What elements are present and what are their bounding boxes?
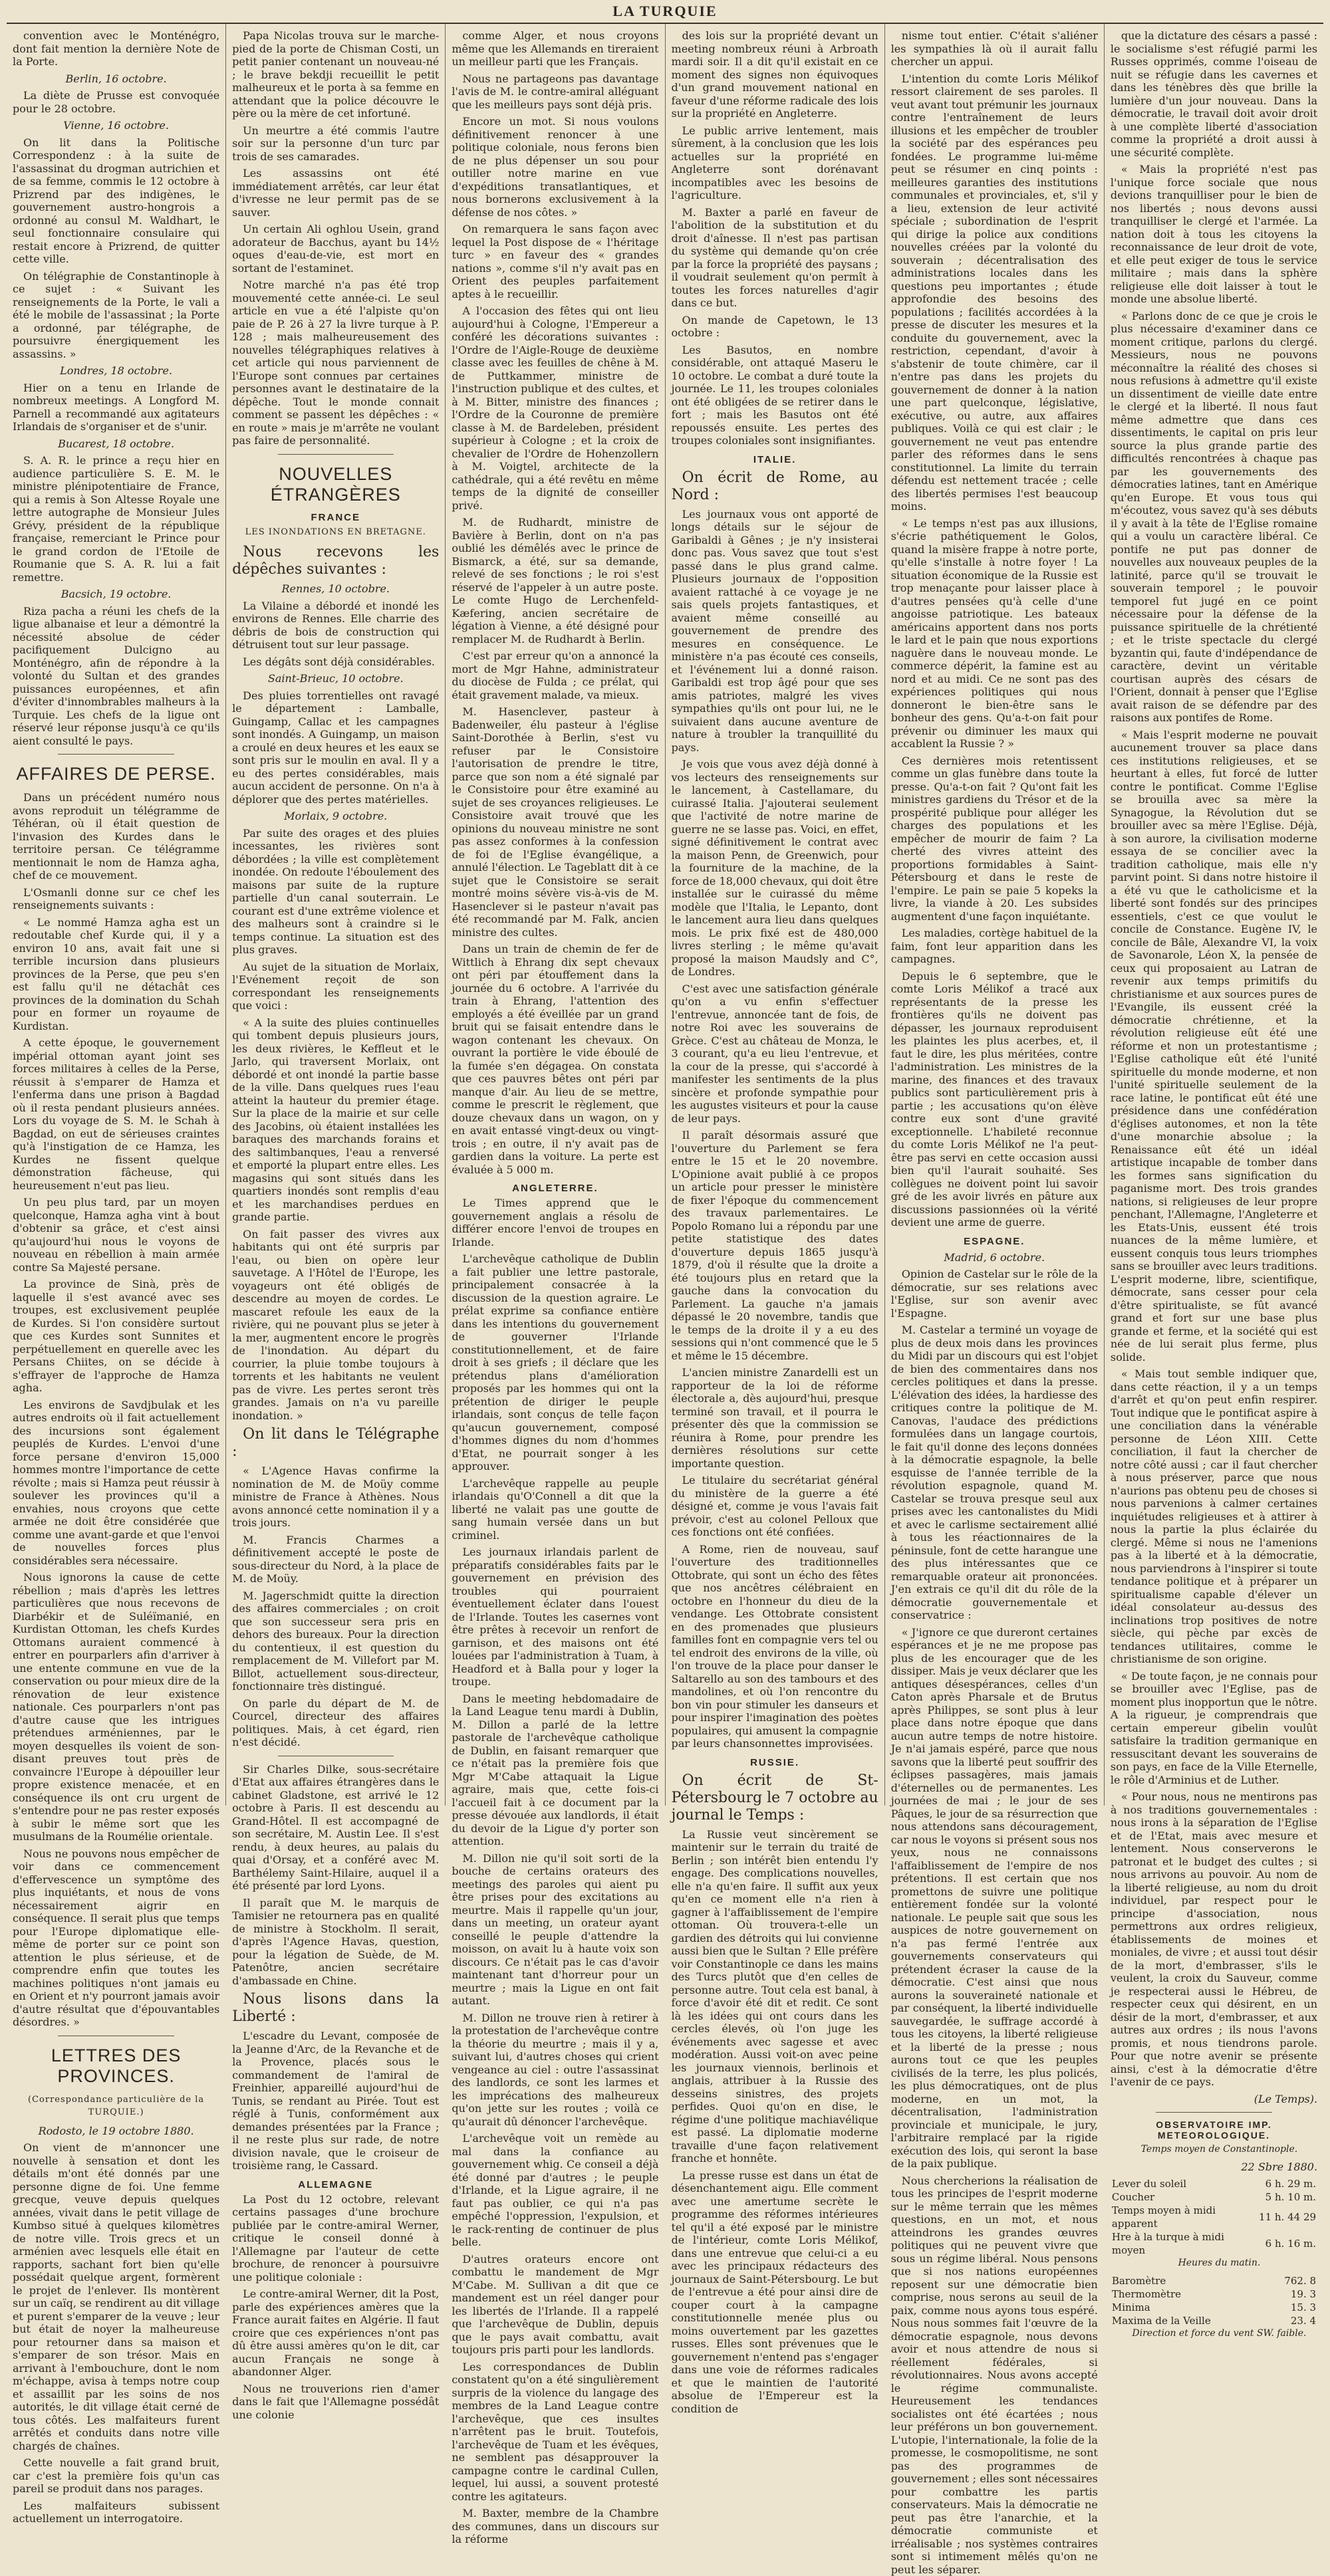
paragraph: C'est avec une satisfaction générale qu'on a vu enfin s'effectuer l'entrevue, annoncée tant de fois, de notre Roi avec les souverains de Grèce. C'est au château de Monza, le 3 courant, qu'a eu lieu l'entrevue, et la cour de la presse, qui s'accordé à manifester les sentiments de la plus sincère et profonde sympathie pour les augustes visiteurs et pour la cause de leur pays. [672, 983, 878, 1125]
paragraph: La Vilaine a débordé et inondé les environs de Rennes. Elle charrie des débris de bois de construction qui détruisent tout sur leur passage. [232, 600, 439, 651]
paragraph: On mande de Capetown, le 13 octobre : [672, 314, 878, 340]
paragraph: Papa Nicolas trouva sur le marche-pied de la porte de Chisman Costi, un petit panier contenant un nouveau-né ; le brave bekdji recueillit le petit malheureux et le porta à sa femme en attendant que la police découvre le père ou la mère de cet infortuné. [232, 29, 439, 120]
paragraph: La diète de Prusse est convoquée pour le 28 octobre. [13, 89, 219, 115]
paragraph: M. Francis Charmes a définitivement accepté le poste de sous-directeur du Nord, à la place de M. de Moüy. [232, 1534, 439, 1585]
paragraph: des lois sur la propriété devant un meeting nombreux réuni à Arbroath mardi soir. Il a dit qu'il existait en ce moment des signes non équivoques d'un grand mouvement national en faveur d'une réforme radicale des lois sur la propriété en Angleterre. [672, 29, 878, 120]
paragraph: La presse russe est dans un état de désenchantement aigu. Elle comment avec une amertume secrète le programme des réformes intérieures tel qu'il a été exposé par le ministre de l'intérieur, comte Loris Mélikof, dans une entrevue que celui-ci a eu avec les principaux rédacteurs des journaux de Saint-Pétersbourg. Le but de l'entrevue a été pour ainsi dire de couper court à la campagne constitutionnelle menée plus ou moins ouvertement par les gazettes russes. Elles sont prévenues que le gouvernement n'entend pas s'engager dans une voie de réformes radicales et que le maintien de l'autorité absolue de l'Empereur est la condition de [672, 2169, 878, 2416]
table-cell-label: Lever du soleil [1111, 2177, 1258, 2190]
paragraph: M. Baxter, membre de la Chambre des communes, dans un discours sur la réforme [452, 2507, 658, 2546]
lead-line: Nous lisons dans la Liberté : [232, 1991, 439, 2026]
paragraph: Les assassins ont été immédiatement arrêtés, car leur état d'ivresse ne leur permit pas de se sauver. [232, 167, 439, 219]
table-cell-label: Hre à la turque à midi moyen [1111, 2230, 1258, 2257]
paragraph: L'ancien ministre Zanardelli est un rapporteur de la loi de réforme électorale a, dès aujourd'hui, presque terminé son travail, et il pourra le présenter dès que la commission se réunira à Rome, pour prendre les dernières résolutions sur cette importante question. [672, 1366, 878, 1470]
paragraph: M. Castelar a terminé un voyage de plus de deux mois dans les provinces du Midi par un discours qui est l'objet de bien des commentaires dans nos cercles politiques et dans la presse. L'élévation des idées, la hardiesse des critiques contre la politique de M. Canovas, l'audace des prédictions formulées dans un langage courtois, le fait qu'il donne des leçons données à la démocratie espagnole, la belle esquisse de l'année terrible de la révolution espagnole, quand M. Castelar se trouva presque seul aux prises avec les cantonalistes du Midi et avec le carlisme sectairement allié à tous les réactionnaires de la péninsule, font de cette harangue une des plus intéressantes que ce remarquable orateur ait prononcées. J'en extrais ce qu'il dit du rôle de la démocratie gouvernementale et conservatrice : [891, 1324, 1098, 1622]
table-cell-value: 6 h. 16 m. [1258, 2230, 1317, 2257]
paragraph: que la dictature des césars a passé : le socialisme s'est réfugié parmi les Russes opprimés, comme l'oiseau de nuit se réfugie dans les cavernes et dans les ténèbres dès que brille la lumière d'un jour nouveau. Dans la démocratie, le travail doit avoir droit à une complète liberté d'association comme la propriété a droit aussi à une sécurité complète. [1111, 29, 1317, 159]
paragraph: « De toute façon, je ne connais pour se brouiller avec l'Eglise, pas de moment plus inopportun que le nôtre. A la rigueur, je comprendrais que certain empereur gibelin voulût satisfaire la tradition germanique en ressuscitant devant les souverains de son pays, en face de la Ville Eternelle, le rôle d'Arminius et de Luther. [1111, 1670, 1317, 1787]
signature: (Le Temps). [1111, 2093, 1317, 2106]
paragraph: Des pluies torrentielles ont ravagé le département : Lamballe, Guingamp, Callac et les campagnes sont inondés. A Guingamp, un maison a croulé en deux heures et les eaux se sont pris sur le moulin en aval. Il y a eu des pertes considérables, mais aucun accident de personne. On n'a à déplorer que des pertes matérielles. [232, 689, 439, 806]
paragraph: « Le temps n'est pas aux illusions, s'écrie pathétiquement le Golos, quand la misère frappe à notre porte, qu'elle s'installe à notre foyer ! La situation économique de la Russie est trop menaçante pour laisser place à d'autres pensées qu'à celle d'une angoisse patriotique. Les bateaux américains apportent dans nos ports le lard et le pain que nous exportions naguère dans le nouveau monde. Le commerce dépérit, la famine est au nord et au midi. Ce ne sont pas des expériences politiques qui nous donneront le bien-être sans le bonheur des gens. Qu'a-t-on fait pour prévenir ou diminuer les maux qui accablent la Russie ? » [891, 517, 1098, 751]
paragraph: M. Baxter a parlé en faveur de l'abolition de la substitution et du droit d'aînesse. Il n'est pas partisan du système qui demande qu'on crée par la force la propriété des paysans ; il voudrait seulement qu'on permît à toutes les forces naturelles d'agir dans ce but. [672, 206, 878, 310]
lead-line: On écrit de Rome, au Nord : [672, 469, 878, 504]
paragraph: M. Jagerschmidt quitte la direction des affaires commerciales ; on croit que son successeur sera pris en dehors des bureaux. Pour la direction du contentieux, il est question du remplacement de M. Villefort par M. Billot, actuellement sous-directeur, fonctionnaire très distingué. [232, 1589, 439, 1693]
paragraph: Les correspondances de Dublin constatent qu'on a été singulièrement surpris de la violence du langage des membres de la Land League contre l'archevêque, que ces insultes n'arrêtent pas le bruit. Toutefois, l'archevêque de Tuam et les évêques, ne semblent pas désapprouver la campagne contre le cardinal Cullen, lequel, lui aussi, a souvent protesté contre les agitateurs. [452, 2361, 658, 2504]
paragraph: « Le nommé Hamza agha est un redoutable chef Kurde qui, il y a environ 10 ans, avait fait une si terrible incursion dans plusieurs provinces de la Perse, que peu s'en est fallu qu'il ne détachât ces provinces de la domination du Schah pour en former un royaume de Kurdistan. [13, 916, 219, 1033]
paragraph: Nous ignorons la cause de cette rébellion ; mais d'après les lettres particulières que nous recevons de Diarbékir et de Suléïmanié, en Kurdistan Ottoman, les chefs Kurdes Ottomans auraient commencé à entrer en pourparlers afin d'arriver à une entente commune en vue de la conservation ou pour mieux dire de la rénovation de leur existence nationale. Ces pourparlers n'ont pas d'autre cause que les intrigues prétendues arméniennes, par le moyen desquelles ils voient de son-disant preuves tout près de convaincre l'Europe à dépouiller leur propre existence menacée, et en conséquence ils ont cru urgent de s'entendre pour ne pas rester exposés à subir le même sort que les musulmans de la Roumélie orientale. [13, 1571, 219, 1843]
paragraph: La province de Sinà, près de laquelle il s'est avancé avec ses troupes, est exclusivement peuplée de Kurdes. Si l'on considère surtout que ces Kurdes sont Sunnites et perpétuellement en querelle avec les Persans Chiites, on se décide à s'effrayer de l'approche de Hamza agha. [13, 1278, 219, 1395]
paragraph: Les maladies, cortège habituel de la faim, font leur apparition dans les campagnes. [891, 927, 1098, 966]
separator [58, 754, 174, 755]
paragraph: On vient de m'annoncer une nouvelle à sensation et dont les détails m'ont été donnés par une personne digne de foi. Une femme grecque, veuve depuis quelques années, vivait dans le petit village de Kumbso situé à quelques kilomètres de notre ville. Trois grecs et un arménien avec lesquels elle était en rapports, sachant fort bien qu'elle possédait quelque argent, formèrent le projet de l'enlever. Ils montèrent sur un caïq, se rendirent au dit village et purent s'emparer de la veuve ; leur but était de noyer la malheureuse pour retourner dans sa maison et s'emparer de son trésor. Mais en arrivant à l'embouchure, dont le nom m'échappe, avisa à temps notre coup et assaillit par les soins de nos autorités, le dit village était cerné de tous côtés. Les malfaiteurs furent arrêtés et conduits dans notre ville chargés de chaînes. [13, 2141, 219, 2452]
observatory-caption: Temps moyen de Constantinople. [1111, 2143, 1317, 2157]
paragraph: Les malfaiteurs subissent actuellement un interrogatoire. [13, 2500, 219, 2525]
section-subtitle: (Correspondance particulière de la TURQUIE.) [13, 2093, 219, 2119]
paragraph: « Mais l'esprit moderne ne pouvait aucunement trouver sa place dans ces institutions religieuses, et se heurtant à elles, fut forcé de lutter contre le pontificat. Comme l'Eglise se brouilla avec sa mère la Synagogue, la Révolution dut se brouiller avec sa mère l'Eglise. Déjà, à son aurore, la civilisation moderne essaya de se concilier avec la tradition catholique, mais elle n'y parvint point. Si dans notre histoire il a été vu que le catholicisme et la liberté sont fondés sur des principes essentiels, c'est ce que voulut le concile de Constance. Eugène IV, le concile de Bâle, Alexandre VI, la voix de Savonarole, Léon X, la pensée de ceux qui proposaient au Latran de revenir aux temps primitifs du christianisme et aux sources pures de l'Evangile, ils eussent créé la démocratie chrétienne, et la révolution religieuse eût été une réforme et non un protestantisme ; l'Eglise catholique eût été l'unité spirituelle du monde moderne, et non l'unité spirituelle seulement de la race latine, le pontificat eût été une présidence dans une confédération d'églises autonomes, et non la tête d'une monarchie absolue ; la Renaissance eût été un idéal artistique incapable de tomber dans les formes sans signification du paganisme mort. Des trois grandes nations, si religieuses de leur propre penchant, l'Allemagne, l'Angleterre et les Etats-Unis, eussent été trois nuances de la même lumière, et eussent conquis tous leurs triomphes sans se brouiller avec leurs traditions. L'esprit moderne, libre, scientifique, démocrate, sans cesser pour cela d'être spiritualiste, se fût avancé grand et fort sur une base plus grande et ferme, et la société qui est née de lui serait plus ferme, plus solide. [1111, 729, 1317, 1364]
column-2 [226, 24, 446, 1806]
dateline: Bucarest, 18 octobre. [13, 437, 219, 451]
paragraph: convention avec le Monténégro, dont fait mention la dernière Note de la Porte. [13, 29, 219, 68]
paragraph: M. de Rudhardt, ministre de Bavière à Berlin, dont on n'a pas oublié les démêlés avec le prince de Bismarck, a été, sur sa demande, relevé de ses fonctions ; le roi s'est réservé de l'appeler à un autre poste. Le comte Hugo de Lerchenfeld-Kæfering, ancien secrétaire de légation à Vienne, a été désigné pour remplacer M. de Rudhardt à Berlin. [452, 516, 658, 645]
dateline: Bacsich, 19 octobre. [13, 588, 219, 601]
paragraph: On télégraphie de Constantinople à ce sujet : « Suivant les renseignements de la Porte, le vali a été le mobile de l'assassinat ; la Porte a ordonné, par télégraphe, de poursuivre énergiquement les assassins. » [13, 270, 219, 361]
section-subtitle: LES INONDATIONS EN BRETAGNE. [232, 526, 439, 539]
paragraph: Un meurtre a été commis l'autre soir sur la personne d'un turc par trois de ses camarades. [232, 124, 439, 164]
paragraph: M. Hasenclever, pasteur à Badenweiler, élu pasteur à l'église Saint-Dorothée à Berlin, s'est vu refuser par le Consistoire l'autorisation de prendre le titre, parce que son nom a été signalé par le Consistoire pour être examiné au sujet de ses croyances religieuses. Le Consistoire avait trouvé que les opinions du nouveau ministre ne sont pas assez conformes à la confession de foi de l'Eglise évangélique, a annulé l'élection. Le Tageblatt dit à ce sujet que le Consistoire se serait montré moins sévère vis-à-vis de M. Hasenclever si le pasteur n'avait pas été recommandé par M. Falk, ancien ministre des cultes. [452, 705, 658, 939]
paragraph: Sir Charles Dilke, sous-secrétaire d'Etat aux affaires étrangères dans le cabinet Gladstone, est arrivé le 12 octobre à Paris. Il est descendu au Grand-Hôtel. Il est accompagné de son secrétaire, M. Austin Lee. Il s'est rendu, à deux heures, au palais du quai d'Orsay, et a conféré avec M. Barthélemy Saint-Hilaire, auquel il a été présenté par lord Lyons. [232, 1763, 439, 1893]
paragraph: « Parlons donc de ce que je crois le plus nécessaire d'examiner dans ce moment critique, parlons du clergé. Messieurs, nous ne pouvons méconnaître la réalité des choses si nous refusions à admettre qu'il existe un dissentiment de vieille date entre le clergé et la liberté. Il nous faut même admettre que dans ces dissentiments, le capital on pris leur source la plus grande partie des difficultés rencontrées à chaque pas par les gouvernements des démocraties latines, tant en Amérique qu'en Europe. Et vous tous qui m'écoutez, vous savez qu'à ses débuts il y avait à la tête de l'Eglise romaine qui a voulu un caractère libéral. Ce pontife ne put pas donner de nouvelles aux nouveaux peuples de la latinité, parce qu'il se trouvait le souverain temporel ; le pouvoir temporel fut jugé en ce point nécessaire pour la défense de la puissance spirituelle de la chrétienté ; et le triste spectacle du clergé byzantin qui, faute d'indépendance de caractère, devint un véritable courtisan auprès des césars de l'Orient, donnait à penser que l'Eglise avait raison de se défendre par des raisons aux pontifes de Rome. [1111, 310, 1317, 725]
paragraph: Depuis le 6 septembre, que le comte Loris Mélikof a tracé aux représentants de la presse les frontières qu'ils ne doivent pas dépasser, les journaux reproduisent les plaintes les plus acerbes, et, il faut le dire, les plus méritées, contre l'administration. Les ministres de la marine, des finances et des travaux publics sont particulièrement pris à partie ; les accusations qu'on élève contre eux sont d'une gravité exceptionnelle. L'habileté reconnue du comte Loris Mélikof ne l'a peut-être pas servi en cette occasion aussi bien qu'il l'aurait souhaité. Ses collègues ne doivent point lui savoir gré de les avoir livrés en pâture aux discussions passionnées où la vérité devient une arme de guerre. [891, 970, 1098, 1229]
country-heading-france: FRANCE [232, 512, 439, 523]
paragraph: « Mais tout semble indiquer que, dans cette réaction, il y a un temps d'arrêt et qu'on peut enfin respirer. Tout indique que le pontificat aspire à une conciliation dans la vénérable personne de Léon XIII. Cette conciliation, il faut la chercher de notre côté aussi ; car il faut chercher à nous préserver, parce que nous n'aurions pas obtenu peu de choses si nous parvenions à calmer certaines inquiétudes religieuses et à attirer à nous la partie la plus éclairée du clergé. Même si nous ne l'amenions pas à la liberté et à la démocratie, nous parviendrons à l'inspirer si toute tendance politique et à préparer un spiritualisme capable d'élever un idéal consolateur au-dessus des inclinations trop positives de notre siècle, qui pèche par excès de tendances utilitaires, comme le christianisme de son origine. [1111, 1367, 1317, 1666]
table-row [1111, 2177, 1317, 2190]
section-heading-lettres: LETTRES DES PROVINCES. [13, 2046, 219, 2087]
lead-line: Nous recevons les dépêches suivantes : [232, 544, 439, 578]
paragraph: Il paraît désormais assuré que l'ouverture du Parlement se fera entre le 15 et le 20 novembre. L'Opinione avait publié à ce propos un article pour presser le ministère de fixer l'époque du commencement des travaux parlementaires. Le Popolo Romano lui a répondu par une petite statistique des dates d'ouverture depuis 1865 jusqu'à 1879, d'où il résulte que la droite a été toujours plus en retard que la gauche dans la convocation du Parlement. La gauche n'a jamais dépassé le 20 novembre, tandis que le temps de la droite il y a eu des sessions qui n'ont commencé que le 5 et même le 15 décembre. [672, 1129, 878, 1362]
paragraph: Il paraît que M. le marquis de Tamisier ne retournera pas en qualité de ministre à Stockholm. Il serait, d'après l'Agence Havas, question, pour la légation de Suède, de M. Patenôtre, ancien secrétaire d'ambassade en Chine. [232, 1897, 439, 1988]
paragraph: L'archevêque catholique de Dublin a fait publier une lettre pastorale, principalement consacrée à la discussion de la question agraire. Le prélat exprime sa confiance entière dans les intentions du gouvernement de gouverner l'Irlande constitutionnellement, et de faire droit à ses griefs ; il déclare que les prétendus plans d'amélioration proposés par les hommes qui ont la prétention de diriger le peuple irlandais, sont conçus de telle façon qu'aucun gouvernement, composé d'hommes dignes du nom d'hommes d'Etat, ne pourrait songer à les approuver. [452, 1252, 658, 1473]
paragraph: « L'Agence Havas confirme la nomination de M. de Moüy comme ministre de France à Athènes. Nous avons annoncé cette nomination il y a trois jours. [232, 1464, 439, 1530]
paragraph: Le public arrive lentement, mais sûrement, à la conclusion que les lois actuelles sur la propriété en Angleterre sont dorénavant incompatibles avec les besoins de l'agriculture. [672, 124, 878, 202]
paragraph: Les Basutos, en nombre considérable, ont attaqué Maseru le 10 octobre. Le combat a duré toute la journée. Le 11, les troupes coloniales ont été obligées de se retirer dans le fort ; mais les Basutos ont été repoussés ensuite. Les pertes des troupes coloniales sont insignifiantes. [672, 344, 878, 447]
paragraph: « Mais la propriété n'est pas l'unique force sociale que nous devions tranquilliser pour le bien de nos libertés ; nous devons aussi tranquilliser le clergé et l'armée. La nation doit à tous les citoyens la reconnaissance de leur droit de vote, et elle peut exiger de tous le service militaire ; mais dans la sphère religieuse elle doit laisser à tout le monde une absolue liberté. [1111, 163, 1317, 306]
table-cell-label: Thermomètre [1111, 2287, 1265, 2301]
table-cell-value: 23. 4 [1265, 2314, 1317, 2327]
paragraph: Les dégâts sont déjà considérables. [232, 655, 439, 669]
paragraph: A cette époque, le gouvernement impérial ottoman ayant joint ses forces militaires à celles de la Perse, réussit à s'emparer de Hamza et l'enferma dans une prison à Bagdad où il resta pendant plusieurs années. Lors du voyage de S. M. le Schah à Bagdad, on eut de sérieuses craintes qu'à l'instigation de ce Hamza, les Kurdes ne fissent quelque démonstration fâcheuse, qui heureusement n'eut pas lieu. [13, 1036, 219, 1192]
dateline: Vienne, 16 octobre. [13, 119, 219, 132]
paragraph: Les environs de Savdjbulak et les autres endroits où il fait actuellement des incursions sont également peuplés de Kurdes. L'envoi d'une force persane d'environ 15,000 hommes montre l'importance de cette révolte ; mais si Hamza peut réussir à soulever les provinces qu'il a envahies, nous croyons que cette armée ne doit être considérée que comme une avant-garde et que l'envoi de nouvelles forces plus considérables sera nécessaire. [13, 1399, 219, 1568]
paragraph: Ces dernières mois retentissent comme un glas funèbre dans toute la presse. Qu'a-t-on fait ? Qu'ont fait les ministres gardiens du Trésor et de la prospérité publique pour alléger les charges des populations et les empêcher de mourir de faim ? La cherté des vivres atteint des proportions formidables à Saint-Pétersbourg et dans le reste de l'empire. Le pain se paie 5 kopeks la livre, la viande à 20. Les subsides augmentent d'une façon inquiétante. [891, 755, 1098, 923]
lead-line: On lit dans le Télégraphe : [232, 1426, 439, 1461]
paragraph: Au sujet de la situation de Morlaix, l'Evénement reçoit de son correspondant les renseignements que voici : [232, 961, 439, 1012]
paragraph: L'archevêque rappelle au peuple irlandais qu'O'Connell a dit que la liberté ne valait pas une goutte de sang humain versée dans un but criminel. [452, 1477, 658, 1542]
columns [7, 24, 1323, 1806]
paragraph: Nous ne pouvons nous empêcher de voir dans ce commencement d'effervescence un symptôme des plus inquiétants, et nous de vons nécessairement aigrir en conséquence. Il serait plus que temps pour l'Europe diplomatique elle-même de porter sur ce point son attention le plus sérieuse, et de comprendre enfin que toutes les machines politiques n'ont jamais eu en Orient et n'y pourront jamais avoir d'autre résultat que d'épouvantables désordres. » [13, 1847, 219, 2029]
column-6 [1105, 24, 1323, 1806]
weather-observatory [1111, 2119, 1317, 2340]
observatory-table-readings [1111, 2274, 1317, 2327]
table-cell-value: 19. 3 [1265, 2287, 1317, 2301]
paragraph: C'est par erreur qu'on a annoncé la mort de Mgr Hahne, administrateur du diocèse de Fulda ; ce prélat, qui était gravement malade, va mieux. [452, 649, 658, 701]
table-cell-label: Baromètre [1111, 2274, 1265, 2287]
table-cell-label: Temps moyen à midi apparent [1111, 2204, 1258, 2230]
paragraph: Le titulaire du secrétariat général du ministère de la guerre a été désigné et, comme je vous l'avais fait prévoir, c'est au colonel Pelloux que ces fonctions ont été confiées. [672, 1474, 878, 1539]
newspaper-title: LA TURQUIE [612, 3, 717, 20]
paragraph: Le Times apprend que le gouvernement anglais a résolu de différer encore l'envoi de troupes en Irlande. [452, 1197, 658, 1248]
paragraph: D'autres orateurs encore ont combattu le mandement de Mgr M'Cabe. M. Sullivan a dit que ce mandement est un réel danger pour les libertés de l'Irlande. Il a rappelé que l'archevêque de Dublin, depuis que le pays avait combattu, avait toujours pris parti pour les landlords. [452, 2253, 658, 2357]
country-heading-russie: RUSSIE. [672, 1757, 878, 1768]
dateline: Berlin, 16 octobre. [13, 72, 219, 86]
paragraph: Les journaux vous ont apporté de longs détails sur le séjour de Garibaldi à Gênes ; je n'y insisterai donc pas. Vous savez que tout s'est passé dans le plus grand calme. Plusieurs journaux de l'opposition avaient rattaché à ce voyage je ne sais quels projets fantastiques, et avaient même conseillé au gouvernement de prendre des mesures en conséquence. Le ministère n'a pas écouté ces conseils, et l'événement lui a donné raison. Garibaldi est trop âgé pour que ses amis patriotes, malgré les vives sympathies qu'ils ont pour lui, ne le suivaient dans aucune aventure de nature à troubler la tranquillité du pays. [672, 508, 878, 755]
paragraph: Le contre-amiral Werner, dit la Post, parle des expériences amères que la France aurait faites en Algérie. Il faut croire que ces expériences n'ont pas dû être aussi amères qu'on le dit, car aucun Français ne songe à abandonner Alger. [232, 2287, 439, 2379]
dateline: Madrid, 6 octobre. [891, 1251, 1098, 1264]
table-row [1111, 2274, 1317, 2287]
paragraph: Un peu plus tard, par un moyen quelconque, Hamza agha vint à bout d'obtenir sa grâce, et c'est ainsi qu'aujourd'hui nous le voyons de nouveau en rébellion à main armée contre Sa Majesté persane. [13, 1196, 219, 1274]
paragraph: L'intention du comte Loris Mélikof ressort clairement de ses paroles. Il veut avant tout prémunir les journaux contre l'entraînement de leurs illusions et les empêcher de troubler la société par des espérances peu fondées. Le programme lui-même peut se résumer en cinq points : meilleures garanties des institutions communales et provinciales, et, s'il y a lieu, extension de leur activité spéciale ; subordination de l'esprit qui dirige la police aux conditions nouvelles créées par la volonté du souverain ; décentralisation des administrations locales dans les questions peu importantes ; étude approfondie des besoins des populations ; facilités accordées à la presse de discuter les mesures et la conduite du gouvernement, avec la restriction, cependant, d'avoir à s'abstenir de toute chimère, car il n'entre pas dans les projets du gouvernement de donner à la nation une part quelconque, législative, exécutive, ou autre, aux affaires publiques. Voilà ce qui est clair ; le gouvernement ne veut pas entendre parler des réformes dans le sens constitutionnel. La limite du terrain défendu est nettement tracée ; celle des libertés permises l'est beaucoup moins. [891, 72, 1098, 513]
paragraph: comme Alger, et nous croyons même que les Allemands en tireraient un meilleur parti que les Français. [452, 29, 658, 68]
section-heading-perse: AFFAIRES DE PERSE. [13, 764, 219, 784]
table-cell-value: 5 h. 10 m. [1258, 2190, 1317, 2204]
column-3 [446, 24, 665, 1806]
table-row [1111, 2314, 1317, 2327]
paragraph: L'Osmanli donne sur ce chef les renseignements suivants : [13, 886, 219, 912]
table-cell-label: Maxima de la Veille [1111, 2314, 1265, 2327]
column-5 [885, 24, 1105, 1806]
country-heading-espagne: ESPAGNE. [891, 1236, 1098, 1247]
paragraph: Riza pacha a réuni les chefs de la ligue albanaise et leur a démontré la nécessité absolue de céder pacifiquement Dulcigno au Monténégro, afin de répondre à la volonté du Sultan et des grandes puissances européennes, et afin d'éviter d'innombrables malheurs à la Turquie. Les chefs de la ligue ont réservé leur réponse jusqu'à ce qu'ils aient consulté le pays. [13, 605, 219, 748]
paragraph: Notre marché n'a pas été trop mouvementé cette année-ci. Le seul article en vue a été l'alpiste qu'on paie de P. 26 à 27 la livre turque à P. 128 ; mais malheureusement des nouvelles télégraphiques relatives à cet article qui nous parviennent de l'Europe sont connues par certaines personnes avant le destinataire de la dépêche. Tout le monde connait comment se passent les dépêches : « en route » mais je m'arrête ne voulant pas faire de personnalité. [232, 279, 439, 447]
separator [1156, 2112, 1271, 2113]
paragraph: La Russie veut sincèrement se maintenir sur le terrain du traité de Berlin ; son intérêt bien entendu l'y engage. Des complications nouvelles, elle n'a qu'en faire. Il suffit aux yeux qu'en ce moment elle n'a rien à gagner à l'affaiblissement de l'empire ottoman. Où trouvera-t-elle un gardien des détroits qui lui convienne aussi bien que le Sultan ? Elle préfère voir Constantinople ce dans les mains des Turcs plutôt que d'en celles de personne autre. Tout cela est banal, à force d'avoir été dit et redit. Ce sont là les idées qui ont cours dans les cercles élevés, où l'on juge les événements avec sagesse et avec modération. Aussi voit-on avec peine les journaux viennois, berlinois et anglais, attribuer à la Russie des desseins sinistres, des projets perfides. Quoi qu'on en dise, le régime d'une politique machiavélique est passé. La diplomatie moderne travaille d'une façon relativement franche et honnête. [672, 1828, 878, 2165]
paragraph: Nous chercherions la réalisation de tous les principes de l'esprit moderne sur le même terrain que les mêmes questions, en un mot, et nous atteindrons les grandes œuvres politiques qui ne peuvent vivre que sous un régime libéral. Nous pensons que si nos nations européennes reposent sur une démocratie bien comprise, nous serons au seuil de la paix, comme nous ayons tous espéré. Nous nous sommes fait l'œuvre de la démocratie espagnole, nous devons avoir et nous attendre de nous si réellement fédérales, si révolutionnaires. Nous avons accepté le régime communaliste. Heureusement les tendances socialistes ont été écartées ; nous leur préférons un bon gouvernement. L'utopie, l'internationale, la folie de la promesse, le cosmopolitisme, ne sont pas des programmes de gouvernement ; elles sont nécessaires pour combattre les partis conservateurs. Mais la démocratie ne peut pas être l'anarchie, et la démocratie communiste et irréalisable ; nos systèmes contraires sont si intimement mêlés qu'on ne peut les séparer. [891, 2174, 1098, 2576]
paragraph: Hier on a tenu en Irlande de nombreux meetings. A Longford M. Parnell a recommandé aux agitateurs Irlandais de s'organiser et de s'unir. [13, 382, 219, 433]
country-heading-italie: ITALIE. [672, 454, 878, 465]
table-cell-label: Minima [1111, 2301, 1265, 2314]
paragraph: nisme tout entier. C'était s'aliéner les sympathies là où il aurait fallu chercher un appui. [891, 29, 1098, 68]
paragraph: On fait passer des vivres aux habitants qui ont été surpris par l'eau, ou bien on opère leur sauvetage. A l'Hôtel de l'Europe, les voyageurs ont été obligés de descendre au moyen de cordes. Le mascaret refoule les eaux de la rivière, qui ne pouvant plus se jeter à la mer, augmentent encore le progrès de l'inondation. Au départ du courrier, la pluie tombe toujours à torrents et les habitants ne veulent pas de vivre. Les pertes seront très grandes. Jamais on n'a vu pareille inondation. » [232, 1228, 439, 1423]
paragraph: S. A. R. le prince a reçu hier en audience particulière S. E. M. le ministre plénipotentiaire de France, qui a remis à Son Altesse Royale une lettre autographe de Monsieur Jules Grévy, président de la république française, remerciant le Prince pour le grand cordon de l'Etoile de Roumanie que S. A. R. lui a fait remettre. [13, 454, 219, 584]
country-heading-angleterre: ANGLETERRE. [452, 1183, 658, 1194]
observatory-table-sun [1111, 2177, 1317, 2257]
dateline: Rodosto, le 19 octobre 1880. [13, 2125, 219, 2138]
table-cell-value: 762. 8 [1265, 2274, 1317, 2287]
table-row [1111, 2204, 1317, 2230]
paragraph: Dans un précédent numéro nous avons reproduit un télégramme de Téhéran, où il était question de l'invasion des Kurdes dans le territoire persan. Ce télégramme mentionnait le nom de Hamza agha, chef de ce mouvement. [13, 791, 219, 882]
paragraph: Un certain Ali oghlou Usein, grand adorateur de Bacchus, ayant bu 14½ oques d'eau-de-vie, est mort en sortant de l'estaminet. [232, 223, 439, 275]
paragraph: Dans un train de chemin de fer de Wittlich à Ehrang dix sept chevaux ont péri par étouffement dans la journée du 6 octobre. A l'arrivée du train à Ehrang, l'attention des employés a été éveillée par un grand bruit qui se faisait entendre dans le wagon contenant les chevaux. On ouvrant la portière le vide éboulé de la fumée s'en dégagea. On constata que ces pauvres bêtes ont péri par manque d'air. Au lieu de se mettre, comme le prescrit le règlement, que douze chevaux dans un wagon, on y en avait entassé vingt-deux ou vingt-trois ; en outre, il n'y avait pas de gardien dans la voiture. La perte est évaluée à 5 000 m. [452, 943, 658, 1176]
dateline: Morlaix, 9 octobre. [232, 810, 439, 823]
paragraph: Cette nouvelle a fait grand bruit, car c'est la première fois qu'un cas pareil se produit dans nos parages. [13, 2456, 219, 2496]
paragraph: La Post du 12 octobre, relevant certains passages d'une brochure publiée par le contre-amiral Werner, critique le conseil donné à l'Allemagne par l'auteur de cette brochure, de renoncer à poursuivre une politique coloniale : [232, 2193, 439, 2284]
table-cell-value: 15. 3 [1265, 2301, 1317, 2314]
paragraph: Nous ne partageons pas davantage l'avis de M. le contre-amiral alléguant que les meilleurs pays sont déjà pris. [452, 72, 658, 112]
column-1 [7, 24, 226, 1806]
paragraph: « J'ignore ce que dureront certaines espérances et je ne me propose pas plus de les encourager que de les dissiper. Mais je veux déclarer que les antiques désespérances, celles d'un Caton après Pharsale et de Brutus après Philippes, se sont plus à leur place dans notre époque que dans aucun autre temps de notre histoire. Je n'ai jamais espéré, parce que nous savons que la liberté peut souffrir des éclipses passagères, mais jamais d'éternelles ou de permanentes. Les journées de mai ; le jour de ses Pâques, le jour de sa résurrection que nous attendons sans découragement, car nous le voyons si présent sous nos yeux, nous ne connaissons l'affaiblissement de l'empire de nos prétentions. Il est certain que nos promettons de suivre une politique entièrement fondée sur la volonté nationale. Le peuple sait que sous les auspices de notre gouvernement on n'a pas fermé l'entrée aux gouvernements conservateurs qui prétendent écraser la cause de la démocratie. C'est ainsi que nous aurons la souveraineté nationale et par conséquent, la liberté individuelle sauvegardée, le suffrage accordé à tous les citoyens, la liberté religieuse et la liberté de la presse ; nous aurons tout ce que les peuples civilisés de la terre, les plus policés, les plus démocratiques, ont de plus moderne, en un mot, la décentralisation, l'administration provinciale et municipale, le jury, l'arbitraire remplacé par la rigide exécution des lois, qui seront la base de la paix publique. [891, 1626, 1098, 2170]
country-heading-allemagne: ALLEMAGNE [232, 2179, 439, 2190]
masthead [7, 0, 1323, 24]
paragraph: On lit dans la Politische Correspondenz : à la suite de l'assassinat du drogman autrichien et de sa femme, commis le 12 octobre à Prizrend par des indigènes, le gouvernement austro-hongrois a ordonné au consul M. Waldhart, le seul fonctionnaire consulaire qui restait encore à Prizrend, de quitter cette ville. [13, 136, 219, 266]
paragraph: Nous ne trouverions rien d'amer dans le fait que l'Allemagne possédât une colonie [232, 2383, 439, 2422]
paragraph: Je vois que vous avez déjà donné à vos lecteurs des renseignements sur le lancement, à Castellamare, du cuirassé Italia. J'ajouterai seulement que l'activité de notre marine de guerre ne se lasse pas. Voici, en effet, signé définitivement le contrat avec la maison Penn, de Greenwich, pour la fourniture de la machine, de la force de 18,000 chevaux, qui doit être installée sur le cuirassé du même modèle que l'Italia, le Lepanto, dont le lancement aura lieu dans quelques mois. Le prix fixé est de 480,000 livres sterling ; le même qu'avait proposé la maison Maudsly and C°, de Londres. [672, 758, 878, 979]
table-row [1111, 2301, 1317, 2314]
paragraph: L'escadre du Levant, composée de la Jeanne d'Arc, de la Revanche et de la Provence, placés sous le commandement de l'amiral de Freinhier, appareillé aujourd'hui de Tunis, se rendant au Pirée. Tout est réglé à Tunis, conformément aux demandes présentées par la France ; il ne reste plus sur rade, de notre division navale, que le croiseur de troisième rang, le Cassard. [232, 2030, 439, 2172]
table-cell-value: 6 h. 29 m. [1258, 2177, 1317, 2190]
dateline: Londres, 18 octobre. [13, 364, 219, 378]
paragraph: Les journaux irlandais parlent de préparatifs considérables faits par le gouvernement en prévision des troubles qui pourraient éventuellement éclater dans l'ouest de l'Irlande. Toutes les casernes vont être prêtes à recevoir un renfort de garnison, et des maisons ont été louées par l'administration à Tuam, à Headford et à Balla pour y loger la troupe. [452, 1546, 658, 1689]
table-row [1111, 2287, 1317, 2301]
paragraph: A Rome, rien de nouveau, sauf l'ouverture des traditionnelles Ottobrate, qui sont un écho des fêtes que nos ancêtres célébraient en octobre en l'honneur du dieu de la vendange. Les Ottobrate consistent en des promenades que plusieurs familles font en compagnie vers tel ou tel endroit des environs de la ville, où l'on trouve de la place pour danser le Saltarello au son des tambours et des mandolines, et où l'on rencontre du bon vin pour stimuler les danseurs et pour inspirer l'imagination des poètes populaires, qui amusent la compagnie par leurs chansonnettes improvisées. [672, 1543, 878, 1750]
column-4 [666, 24, 885, 1806]
lead-line: On écrit de St-Pétersbourg le 7 octobre au journal le Temps : [672, 1772, 878, 1824]
section-heading-nouvelles: NOUVELLES ÉTRANGÈRES [232, 464, 439, 505]
paragraph: On parle du départ de M. de Courcel, directeur des affaires politiques. Mais, à cet égard, rien n'est décidé. [232, 1697, 439, 1749]
paragraph: Dans le meeting hebdomadaire de la Land League tenu mardi à Dublin, M. Dillon a parlé de la lettre pastorale de l'archevêque catholique de Dublin, en faisant remarquer que ce n'était pas la première fois que Mgr M'Cabe attaquait la Ligue agraire, mais que, cette fois-ci l'accueil fait à ce document par la presse dévouée aux landlords, il était du devoir de la Ligue d'y porter son attention. [452, 1693, 658, 1848]
paragraph: « A la suite des pluies continuelles qui tombent depuis plusieurs jours, les deux rivières, le Keffleut et le Jarlo, qui traversent Morlaix, ont débordé et ont inondé la partie basse de la ville. Dans quelques rues l'eau atteint la hauteur du premier étage. Sur la place de la mairie et sur celle des Jacobins, où étaient installées les baraques des marchands forains et des saltimbanques, l'eau a renversé et emporté la plupart entre elles. Les magasins qui sont situés dans les quartiers inondés sont remplis d'eau et les marchandises perdues en grande partie. [232, 1016, 439, 1224]
observatory-footer: Direction et force du vent SW. faible. [1111, 2327, 1317, 2341]
table-cell-value: 11 h. 44 29 [1258, 2204, 1317, 2230]
paragraph: On remarquera le sans façon avec lequel la Post dispose de « l'héritage turc » en faveur des « grandes nations », comme s'il n'y avait pas en Orient des peuples parfaitement aptes à le recueillir. [452, 223, 658, 300]
observatory-caption-morning: Heures du matin. [1111, 2257, 1317, 2270]
paragraph: M. Dillon ne trouve rien à retirer à la protestation de l'archevêque contre la théorie du meurtre ; mais il y a, suivant lui, d'autres choses qui crient vengeance au ciel : outre l'assassinat des landlords, ce sont les larmes et les imprécations des malheureux qu'on jette sur les routes ; voilà ce qu'aurait dû dénoncer l'archevêque. [452, 2012, 658, 2129]
paragraph: Encore un mot. Si nous voulons définitivement renoncer à une politique coloniale, nous ferons bien de ne plus dépenser un sou pour outiller notre marine en vue d'expéditions transatlantiques, et nous bornerons exclusivement à la défense de nos côtes. » [452, 115, 658, 219]
paragraph: « Pour nous, nous ne mentirons pas à nos traditions gouvernementales : nous irons à la séparation de l'Eglise et de l'Etat, mais avec mesure et lentement. Nous conserverons le patronat et le budget des cultes ; si nous arrivons au pouvoir. Au nom de la liberté religieuse, au nom du droit individuel, par respect pour le principe d'association, nous permettrons aux ordres religieux, établissements de moines et moniales, de vivre ; et aussi tout désir de la mort, d'embrasser, s'ils le veulent, la croix du Sauveur, comme je respecterai aussi le Hébreu, de respecter ceux qui désirent, en un désir de la mort, d'embrasser, et aux autres aux ordres ; ils nous l'avons promis, et nous tiendrons parole. Pour que notre avenir se présente ainsi, c'est à la démocratie d'être l'avenir de ce pays. [1111, 1790, 1317, 2089]
paragraph: M. Dillon nie qu'il soit sorti de la bouche de certains orateurs des meetings des paroles qui aient pu être prises pour des excitations au meurtre. Mais il rappelle qu'un jour, dans un meeting, un orateur ayant conseillé le peuple d'attendre la moisson, on avait lu à haute voix son discours. Ce n'était pas le cas d'avoir maintenant tant d'horreur pour un meurtre ; mais la Ligue en ont fait autant. [452, 1852, 658, 2008]
observatory-date: 22 Sbre 1880. [1111, 2161, 1317, 2174]
dateline: Rennes, 10 octobre. [232, 582, 439, 596]
table-row [1111, 2190, 1317, 2204]
paragraph: A l'occasion des fêtes qui ont lieu aujourd'hui à Cologne, l'Empereur a conféré les décorations suivantes : l'Ordre de l'Aigle-Rouge de deuxième classe avec les feuilles de chêne à M. de Puttkammer, ministre de l'instruction publique et des cultes, et à M. Bitter, ministre des finances ; l'Ordre de la Couronne de première classe à M. de Bardeleben, président supérieur à Cologne ; et la croix de chevalier de l'Ordre de Hohenzollern à M. Voigtel, architecte de la cathédrale, qui a été revêtu en même temps de la dignité de conseiller privé. [452, 304, 658, 512]
dateline: Saint-Brieuc, 10 octobre. [232, 672, 439, 685]
table-cell-label: Coucher [1111, 2190, 1258, 2204]
separator [278, 454, 394, 455]
observatory-title: OBSERVATOIRE IMP. METEOROLOGIQUE. [1111, 2119, 1317, 2141]
paragraph: Opinion de Castelar sur le rôle de la démocratie, sur ses relations avec l'Eglise, sur son avenir avec l'Espagne. [891, 1268, 1098, 1320]
paragraph: Par suite des orages et des pluies incessantes, les rivières sont débordées ; la ville est complètement inondée. On redoute l'éboulement des maisons par suite de la rupture partielle d'un canal souterrain. Le courant est d'une extrême violence et des malheurs sont à craindre si le temps continue. La situation est des plus graves. [232, 827, 439, 957]
paragraph: L'archevêque voit un remède au mal dans la confiance au gouvernement whig. Ce conseil a déjà été donné par d'autres ; le peuple d'Irlande, et la Ligue agraire, il ne faut pas oublier, ce qui n'a pas empêché l'oppression, l'expulsion, et le rack-renting de continuer de plus belle. [452, 2132, 658, 2249]
table-row [1111, 2230, 1317, 2257]
